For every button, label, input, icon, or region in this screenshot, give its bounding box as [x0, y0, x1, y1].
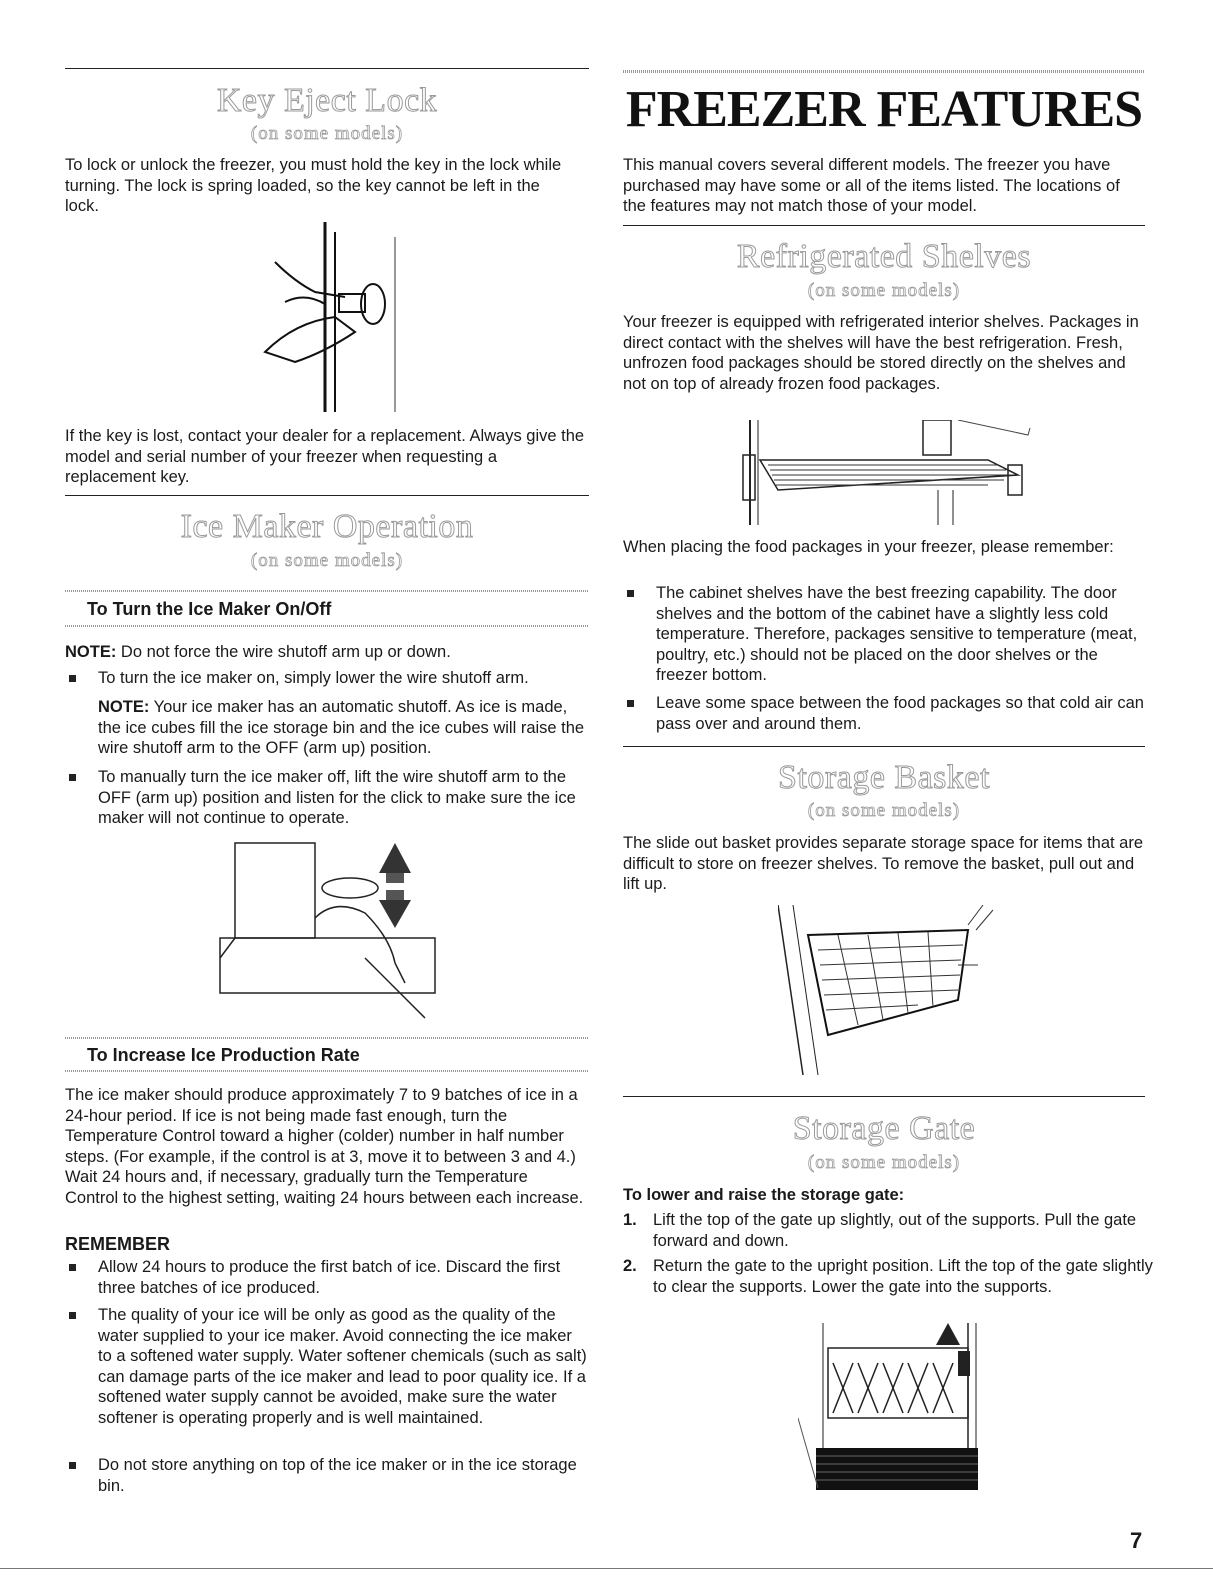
- increase-production-text: The ice maker should produce approximately 7 to 9 batches of ice in a 24-hour period. If ice is not being made fast enough, turn the Temperature Control toward a higher (colder) number in half number steps. (For example, if the control is at 3, move it to between 3 and 4.) Wait 24 hours and, if necessary, gradually turn the Temperature Control to the highest setting, waiting 24 hours between each increase.: [65, 1086, 584, 1207]
- list-item: To turn the ice maker on, simply lower the wire shutoff arm.: [65, 668, 589, 689]
- key-eject-text: To lock or unlock the freezer, you must hold the key in the lock while turning. The lock is spring loaded, so the key cannot be left in the lock.: [65, 156, 562, 215]
- list-item: [623, 1256, 1169, 1297]
- gate-title: Storage Gate: [792, 1110, 976, 1147]
- gate-instructions-heading: To lower and raise the storage gate:: [623, 1186, 905, 1204]
- turn-on-off-heading: To Turn the Ice Maker On/Off: [87, 599, 332, 619]
- section-rule: [65, 68, 589, 69]
- ice-maker-subtitle: (on some models): [250, 550, 404, 571]
- remember-heading: REMEMBER: [65, 1234, 171, 1254]
- note-text: Your ice maker has an automatic shutoff. As ice is made, the ice cubes fill the ice storage bin and the ice cubes will raise the wire shutoff arm to the OFF (arm up) position.: [98, 698, 585, 757]
- step-text: Return the gate to the upright position. Lift the top of the gate slightly to clear the supports. Lower the gate into the supports.: [653, 1257, 1153, 1296]
- list-item: Allow 24 hours to produce the first batch of ice. Discard the first three batches of ice produced.: [65, 1257, 589, 1298]
- dotted-rule: [65, 625, 589, 627]
- dotted-rule: [65, 1070, 589, 1072]
- list-item: Leave some space between the food packages so that cold air can pass over and around them.: [623, 693, 1145, 734]
- gate-subtitle: (on some models): [807, 1152, 961, 1173]
- automatic-shutoff-note: [65, 697, 589, 759]
- key-lock-illustration: [255, 222, 415, 417]
- step-text: Lift the top of the gate up slightly, out of the supports. Pull the gate forward and down.: [653, 1211, 1137, 1250]
- section-rule: [623, 746, 1145, 747]
- dotted-rule: [65, 1037, 589, 1039]
- ice-maker-title: Ice Maker Operation: [180, 508, 474, 545]
- section-rule: [65, 495, 589, 496]
- note-label: NOTE:: [98, 698, 150, 716]
- section-rule: [623, 225, 1145, 226]
- features-intro-text: This manual covers several different models. The freezer you have purchased may have some or all of the items listed. The locations of the features may not match those of your model.: [623, 156, 1120, 215]
- step-number: 2.: [623, 1257, 637, 1275]
- basket-subtitle: (on some models): [807, 800, 961, 821]
- increase-production-heading: To Increase Ice Production Rate: [87, 1045, 360, 1065]
- note-label: NOTE:: [65, 643, 117, 661]
- note-text: Do not force the wire shutoff arm up or down.: [116, 643, 451, 661]
- list-item: To manually turn the ice maker off, lift the wire shutoff arm to the OFF (arm up) position and listen for the click to make sure the ice maker will not continue to operate.: [65, 767, 589, 829]
- dotted-rule: [65, 590, 589, 592]
- step-number: 1.: [623, 1211, 637, 1229]
- key-eject-title: Key Eject Lock: [216, 82, 438, 119]
- key-eject-subtitle: (on some models): [250, 123, 404, 144]
- placing-packages-text: When placing the food packages in your freezer, please remember:: [623, 538, 1114, 556]
- key-lost-text: If the key is lost, contact your dealer for a replacement. Always give the model and serial number of your freezer when requesting a replacement key.: [65, 427, 585, 486]
- list-item: The cabinet shelves have the best freezing capability. The door shelves and the bottom of the cabinet have a slightly less cold temperature. Therefore, packages sensitive to temperature (meat, poultry, etc.) should not be placed on the door shelves or the freezer bottom.: [623, 583, 1145, 686]
- list-item: [623, 1210, 1169, 1251]
- note-force-text: [65, 642, 589, 663]
- basket-title: Storage Basket: [778, 759, 990, 796]
- shelves-title: Refrigerated Shelves: [736, 238, 1032, 275]
- storage-basket-illustration: [778, 905, 998, 1080]
- page-number: 7: [1130, 1528, 1143, 1553]
- shelves-subtitle: (on some models): [807, 280, 961, 301]
- refrigerated-shelf-illustration: [738, 420, 1038, 530]
- list-item: Do not store anything on top of the ice maker or in the ice storage bin.: [65, 1455, 589, 1496]
- freezer-features-title: FREEZER FEATURES: [625, 81, 1143, 138]
- storage-gate-illustration: [798, 1323, 988, 1493]
- dotted-rule: [623, 70, 1145, 73]
- ice-maker-illustration: [215, 838, 445, 1023]
- basket-text: The slide out basket provides separate storage space for items that are difficult to store on freezer shelves. To remove the basket, pull out and lift up.: [623, 834, 1144, 893]
- list-item: The quality of your ice will be only as good as the quality of the water supplied to your ice maker. Avoid connecting the ice maker to a softened water supply. Water softener chemicals (such as salt) can damage parts of the ice maker and lead to poor quality ice. If a softened water supply cannot be avoided, make sure the water softener is operating properly and is well maintained.: [65, 1305, 589, 1428]
- shelves-text: Your freezer is equipped with refrigerated interior shelves. Packages in direct contact with the shelves will have the best refrigeration. Fresh, unfrozen food packages should be stored directly on the shelves and not on top of already frozen food packages.: [623, 313, 1139, 393]
- footer-rule: [0, 1568, 1213, 1569]
- section-rule: [623, 1096, 1145, 1097]
